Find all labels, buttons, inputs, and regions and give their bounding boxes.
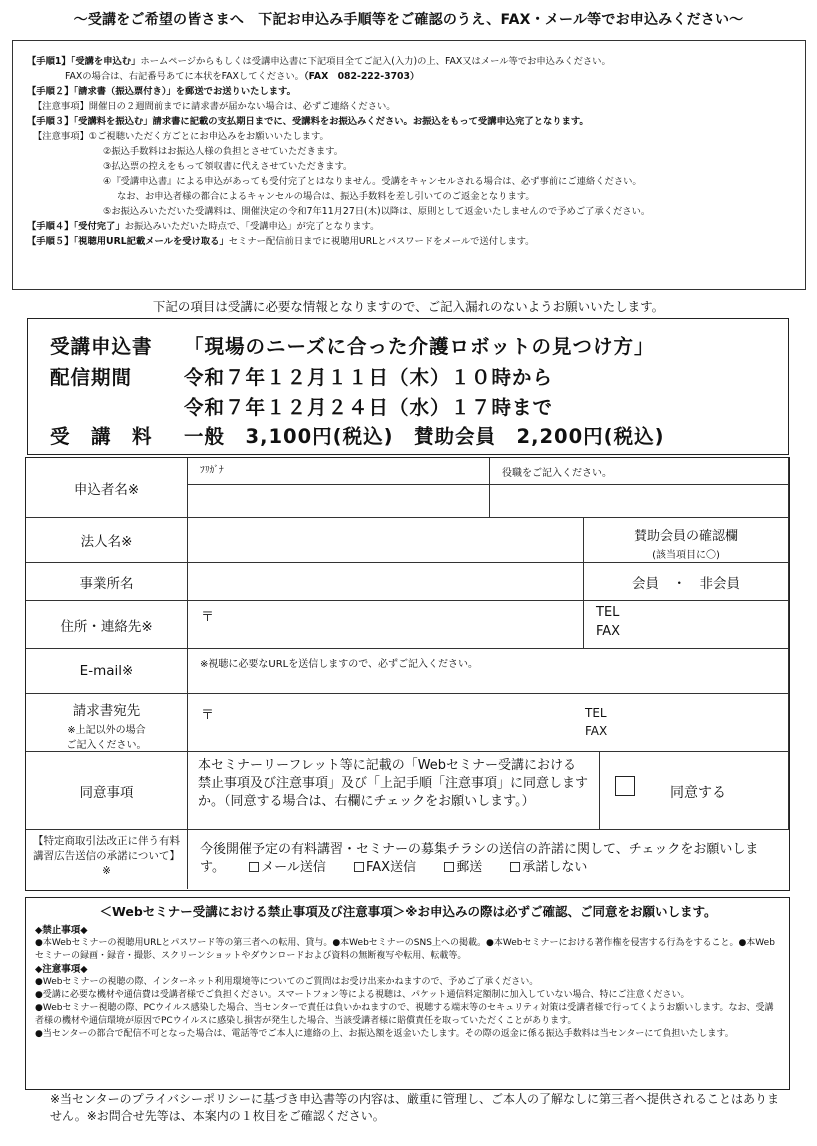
position-hint: 役職をご記入ください。 — [502, 468, 612, 479]
seminar-title-block — [27, 318, 789, 455]
furigana-label: ﾌﾘｶﾞﾅ — [200, 465, 224, 476]
fee-row — [50, 421, 665, 449]
consent-agree-label: 同意する — [670, 785, 726, 801]
member-check-sub: (該当項目に〇) — [652, 550, 720, 561]
billing-address-field[interactable] — [188, 694, 789, 752]
postal-mark: 〒 — [201, 610, 215, 625]
application-label: 受講申込書 — [50, 335, 153, 358]
mail-checkbox[interactable] — [249, 862, 259, 872]
caution-2: ●受講に必要な機材や通信費は受講者様でご負担ください。スマートフォン等による視聴は、パケット通信料定額制に加入していない場合、特にご注意ください。 — [35, 990, 690, 1000]
period-label: 配信期間 — [50, 366, 133, 389]
application-title-row — [50, 331, 655, 359]
opt-decline-label: 承諾しない — [522, 860, 588, 875]
office-name-label: 事業所名 — [26, 563, 188, 601]
period-row — [50, 362, 553, 390]
step-2: 【手順２】「請求書（振込票付き）」を郵送でお送りいたします。 — [27, 86, 296, 97]
address-field[interactable] — [188, 601, 584, 649]
billing-label-cell — [26, 694, 188, 752]
decline-checkbox[interactable] — [510, 862, 520, 872]
step-3-note-2: ②振込手数料はお振込人様の負担とさせていただきます。 — [103, 146, 344, 157]
period-end: 令和７年１２月２４日（水）１７時まで — [184, 396, 554, 419]
email-hint: ※視聴に必要なURLを送信しますので、必ずご記入ください。 — [200, 659, 479, 670]
opt-mail-label: メール送信 — [261, 860, 326, 875]
applicant-name-field[interactable] — [188, 485, 490, 518]
consent-checkbox[interactable] — [615, 776, 635, 796]
billing-postal-mark: 〒 — [201, 708, 215, 723]
email-field[interactable] — [188, 649, 789, 694]
seminar-title: 「現場のニーズに合った介護ロボットの見つけ方」 — [184, 335, 655, 358]
billing-label: 請求書宛先 — [72, 703, 141, 719]
law-consent-text: 今後開催予定の有料講習・セミナーの募集チラシの送信の許諾に関して、チェックをお願いします。 — [200, 842, 759, 875]
opt-fax-label: FAX送信 — [366, 860, 417, 875]
caution-4: ●当センターの都合で配信不可となった場合は、電話等でご本人に連絡の上、お振込額を返金いたします。その際の返金に係る振込手数料は当センターにて負担いたします。 — [35, 1029, 734, 1039]
step-3-note-5: ⑤お振込みいただいた受講料は、開催決定の令和7年11月27日(木)以降は、原則として返金いたしませんので予めご了承ください。 — [103, 206, 651, 217]
step-3-note-4b: なお、お申込者様の都合によるキャンセルの場合は、振込手数料を差し引いてのご返金となります。 — [117, 191, 535, 202]
step-3: 【手順３】「受講料を振込む」請求書に記載の支払期日までに、受講料をお振込みください。お振込をもって受講申込完了となります。 — [27, 116, 589, 127]
privacy-note: ※当センターのプライバシーポリシーに基づき申込書等の内容は、厳重に管理し、ご本人の了解なしに第三者へ提供されることはありません。※お問合せ先等は、本案内の１枚目をご確認ください。 — [50, 1092, 779, 1123]
corporation-name-field[interactable] — [188, 518, 584, 563]
application-form — [25, 457, 790, 891]
step-1: 【手順1】「受講を申込む」ホームページからもしくは受講申込書に下記項目全てご記入(入力)の上、FAX又はメール等でお申込みください。 — [27, 56, 611, 67]
position-field[interactable] — [490, 458, 789, 485]
opt-post-label: 郵送 — [456, 860, 483, 875]
consent-text: 本セミナーリーフレット等に記載の「Webセミナー受講における禁止事項及び注意事項」及び「上記手順「注意事項」に同意しますか。（同意する場合は、右欄にチェックをお願いします。） — [188, 752, 600, 830]
fax-label: FAX — [596, 624, 621, 639]
step-2-note: 【注意事項】開催日の２週間前までに請求書が届かない場合は、必ずご連絡ください。 — [33, 101, 396, 112]
member-options[interactable]: 会員 ・ 非会員 — [584, 563, 789, 601]
step-1-fax: FAXの場合は、右記番号あてに本状をFAXしてください。（FAX 082-222-3703） — [65, 71, 420, 82]
prohibited-title: ◆禁止事項◆ — [35, 925, 88, 936]
fax-checkbox[interactable] — [354, 862, 364, 872]
fee-label: 受 講 料 — [50, 425, 153, 448]
office-name-field[interactable] — [188, 563, 584, 601]
billing-fax-label: FAX — [585, 724, 608, 738]
procedure-steps — [12, 40, 806, 290]
step-3-note-1: 【注意事項】①ご視聴いただく方ごとにお申込みをお願いいたします。 — [33, 131, 329, 142]
member-check-header — [584, 518, 789, 563]
tel-fax-field[interactable] — [584, 601, 789, 649]
step-3-note-4: ④『受講申込書』による申込があっても受付完了とはなりません。受講をキャンセルされる場合は、必ず事前にご連絡ください。 — [103, 176, 642, 187]
step-4: 【手順４】「受付完了」お振込みいただいた時点で、「受講申込」が完了となります。 — [27, 221, 380, 232]
caution-3: ●Webセミナー視聴の際、PCウイルス感染した場合、当センターで責任は負いかねますので、視聴する端末等のセキュリティ対策は受講者様で行ってくようお願いします。なお、受講者様の機材や通信環境が原因でPCウイルスに感染し損害が発生した場合、当該受講者様に賠償責任を取っていただくことがあります。 — [35, 1003, 774, 1026]
billing-tel-label: TEL — [585, 706, 607, 720]
post-checkbox[interactable] — [444, 862, 454, 872]
period-start: 令和７年１２月１１日（木）１０時から — [184, 366, 554, 389]
law-consent-cell — [188, 830, 789, 889]
tel-label: TEL — [596, 605, 620, 620]
prohibited-text: ●本Webセミナーの視聴用URLとパスワード等の第三者への転用、貸与。●本WebセミナーのSNS上への掲載。●本Webセミナーにおける著作権を侵害する行為をすること。●本Webセミナーの録画・録音・撮影、スクリーンショットやダウンロードおよび資料の無断複写や転用、転載等。 — [35, 938, 775, 961]
billing-note-2: ご記入ください。 — [66, 740, 147, 751]
law-consent-label: 【特定商取引法改正に伴う有料講習広告送信の承諾について】※ — [26, 830, 188, 889]
rules-title: ＜Webセミナー受講における禁止事項及び注意事項＞※お申込みの際は必ずご確認、ご同意をお願いします。 — [99, 904, 717, 919]
consent-label: 同意事項 — [26, 752, 188, 830]
furigana-field[interactable] — [188, 458, 490, 485]
position-input[interactable] — [490, 485, 789, 518]
billing-note-1: ※上記以外の場合 — [67, 725, 146, 736]
member-check-title: 賛助会員の確認欄 — [633, 529, 738, 544]
step-3-note-3: ③払込票の控えをもって領収書に代えさせていただきます。 — [103, 161, 353, 172]
page-header: ～受講をご希望の皆さまへ 下記お申込み手順等をご確認のうえ、FAX・メール等でお申込みください～ — [73, 12, 744, 28]
address-contact-label: 住所・連絡先※ — [26, 601, 188, 649]
caution-title: ◆注意事項◆ — [35, 964, 88, 975]
fee-text: 一般 3,100円(税込) 賛助会員 2,200円(税込) — [184, 425, 665, 448]
consent-check-cell[interactable] — [600, 752, 789, 830]
applicant-name-label: 申込者名※ — [26, 458, 188, 518]
webinar-rules-box — [25, 897, 790, 1090]
corporation-name-label: 法人名※ — [26, 518, 188, 563]
step-5: 【手順５】「視聴用URL記載メールを受け取る」セミナー配信前日までに視聴用URLとパスワードをメールで送付します。 — [27, 236, 535, 247]
required-info-notice: 下記の項目は受講に必要な情報となりますので、ご記入漏れのないようお願いいたします。 — [152, 299, 665, 314]
caution-1: ●Webセミナーの視聴の際、インターネット利用環境等についてのご質問はお受け出来かねますので、予めご了承ください。 — [35, 977, 539, 987]
email-label: E-mail※ — [26, 649, 188, 694]
